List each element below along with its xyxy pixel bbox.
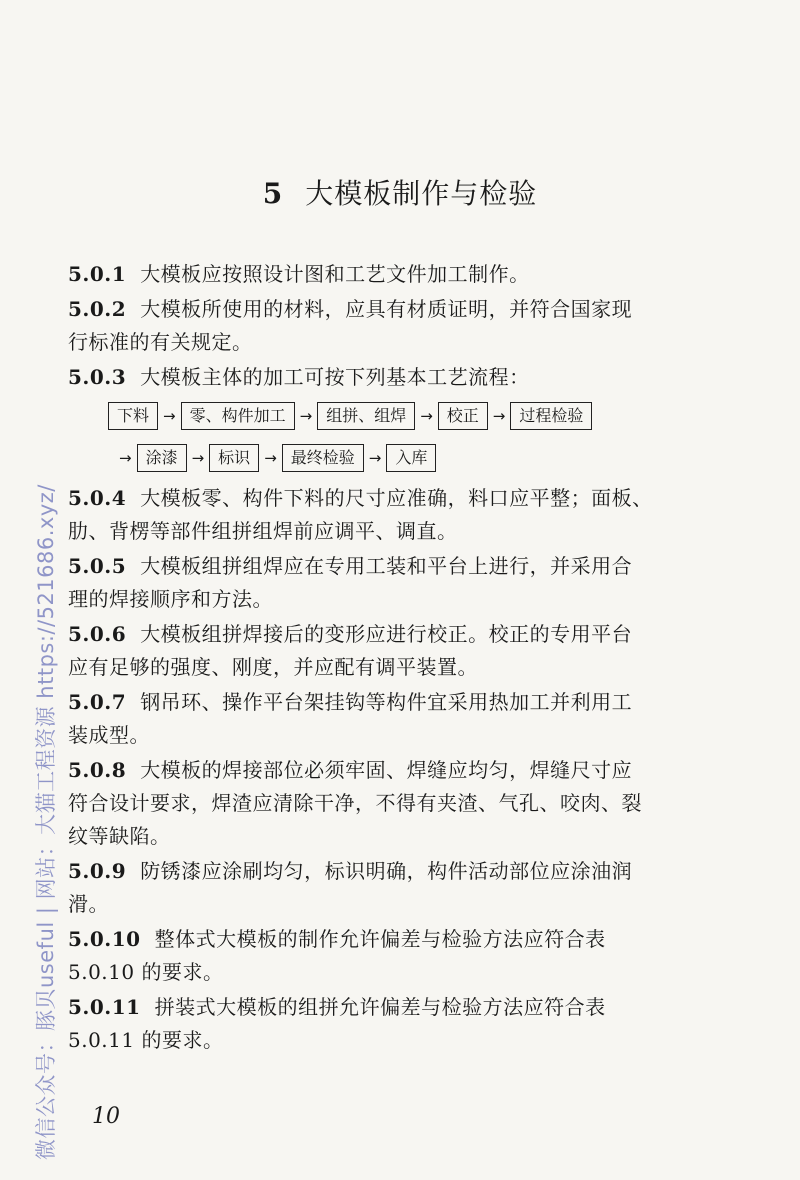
flow-step: 入库 <box>386 444 436 472</box>
clause-5-0-1 <box>68 258 698 291</box>
clause-number: 5.0.6 <box>68 622 127 646</box>
clause-5-0-4 <box>68 482 698 548</box>
flow-step: 下料 <box>108 402 158 430</box>
arrow-right-icon: → <box>299 407 313 425</box>
arrow-right-icon: → <box>368 449 382 467</box>
clauses-body <box>68 258 698 1059</box>
arrow-right-icon: → <box>163 407 176 425</box>
clause-text: 纹等缺陷。 <box>68 824 171 848</box>
clause-5-0-5 <box>68 550 698 616</box>
clause-text: 装成型。 <box>68 723 150 747</box>
clause-text: 5.0.11 的要求。 <box>68 1028 224 1052</box>
clause-5-0-9 <box>68 855 698 921</box>
arrow-right-icon: → <box>492 407 506 425</box>
page-number: 10 <box>92 1104 120 1129</box>
clause-number: 5.0.10 <box>68 927 141 951</box>
clause-5-0-2 <box>68 293 698 359</box>
clause-text: 大模板所使用的材料，应具有材质证明，并符合国家现 <box>140 297 633 321</box>
arrow-right-icon: → <box>191 449 205 467</box>
flow-step: 涂漆 <box>137 444 187 472</box>
clause-text: 整体式大模板的制作允许偏差与检验方法应符合表 <box>154 927 606 951</box>
clause-5-0-3 <box>68 361 698 394</box>
clause-number: 5.0.7 <box>68 690 127 714</box>
clause-text: 大模板主体的加工可按下列基本工艺流程： <box>140 365 530 389</box>
process-flow <box>68 398 698 476</box>
flow-step: 零、构件加工 <box>181 402 295 430</box>
flow-step: 组拼、组焊 <box>317 402 415 430</box>
clause-number: 5.0.8 <box>68 758 127 782</box>
clause-text: 滑。 <box>68 892 109 916</box>
clause-text: 大模板零、构件下料的尺寸应准确，料口应平整；面板、 <box>140 486 653 510</box>
clause-5-0-10 <box>68 923 698 989</box>
chapter-title-text: 大模板制作与检验 <box>305 177 538 210</box>
clause-text: 大模板组拼焊接后的变形应进行校正。校正的专用平台 <box>140 622 633 646</box>
flow-step: 过程检验 <box>510 402 592 430</box>
clause-text: 应有足够的强度、刚度，并应配有调平装置。 <box>68 655 478 679</box>
clause-text: 符合设计要求，焊渣应清除干净，不得有夹渣、气孔、咬肉、裂 <box>68 791 642 815</box>
clause-text: 肋、背楞等部件组拼组焊前应调平、调直。 <box>68 519 458 543</box>
flow-row-2 <box>114 440 698 476</box>
flow-row-1 <box>108 398 698 434</box>
clause-text: 行标准的有关规定。 <box>68 330 253 354</box>
clause-5-0-6 <box>68 618 698 684</box>
watermark: 微信公众号：豚贝useful | 网站：大猫工程资源 https://521686.xyz/ <box>34 484 58 1160</box>
chapter-number: 5 <box>262 177 284 210</box>
clause-number: 5.0.9 <box>68 859 127 883</box>
clause-text: 大模板组拼组焊应在专用工装和平台上进行，并采用合 <box>140 554 633 578</box>
clause-number: 5.0.3 <box>68 365 127 389</box>
clause-number: 5.0.4 <box>68 486 127 510</box>
clause-text: 防锈漆应涂刷均匀，标识明确，构件活动部位应涂油润 <box>140 859 633 883</box>
flow-step: 标识 <box>209 444 259 472</box>
clause-5-0-11 <box>68 991 698 1057</box>
clause-text: 理的焊接顺序和方法。 <box>68 587 273 611</box>
clause-number: 5.0.2 <box>68 297 127 321</box>
clause-text: 5.0.10 的要求。 <box>68 960 224 984</box>
clause-number: 5.0.11 <box>68 995 141 1019</box>
clause-text: 大模板应按照设计图和工艺文件加工制作。 <box>140 262 530 286</box>
arrow-right-icon: → <box>264 449 277 467</box>
clause-5-0-8 <box>68 754 698 853</box>
arrow-right-icon: → <box>119 449 132 467</box>
chapter-title <box>0 172 800 212</box>
clause-text: 大模板的焊接部位必须牢固、焊缝应均匀，焊缝尺寸应 <box>140 758 633 782</box>
arrow-right-icon: → <box>420 407 433 425</box>
clause-number: 5.0.5 <box>68 554 127 578</box>
flow-step: 最终检验 <box>282 444 364 472</box>
flow-step: 校正 <box>438 402 488 430</box>
clause-5-0-7 <box>68 686 698 752</box>
clause-text: 钢吊环、操作平台架挂钩等构件宜采用热加工并利用工 <box>140 690 633 714</box>
clause-text: 拼装式大模板的组拼允许偏差与检验方法应符合表 <box>154 995 606 1019</box>
clause-number: 5.0.1 <box>68 262 127 286</box>
